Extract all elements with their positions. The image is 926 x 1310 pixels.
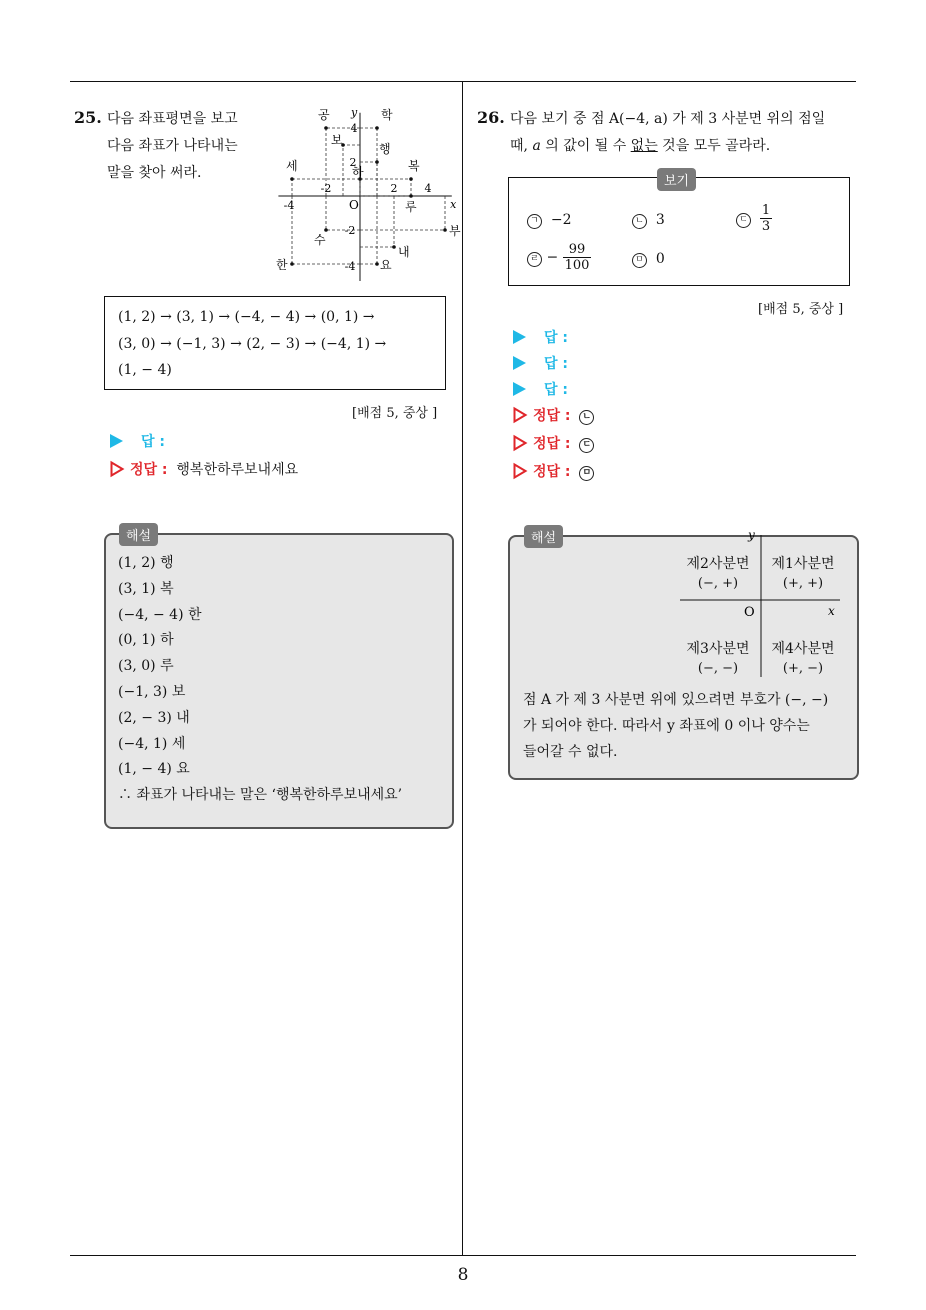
q26-text-line: 다음 보기 중 점 A(−4, a) 가 제 3 사분면 위의 점일 [510,111,826,127]
q25-sequence-line: (3, 0) → (−1, 3) → (2, − 3) → (−4, 1) → [118,335,387,352]
q25-explain-tag: 해설 [119,523,158,546]
y-tick-label: 2 [349,156,357,169]
q26-text-line [510,133,860,160]
correct-mark: ㄷ [579,438,594,453]
q26-number: 26. [477,108,505,127]
q26-text-part: 것을 모두 골라라. [657,138,771,154]
origin-label: O [349,198,359,212]
q25-explanation-box [104,533,454,829]
q26-correct-row [513,405,594,425]
correct-label: 정답 : [533,408,571,424]
x-tick-label: 2 [390,182,398,195]
point-label: 하 [352,165,364,179]
q25-explain-line: (0, 1) 하 [118,632,174,649]
point-label: 루 [405,200,417,214]
option-sign: − [546,249,559,266]
circled-mark: ㄷ [736,213,751,228]
page-number: 8 [457,1265,469,1285]
point-marker [324,228,328,232]
q25-explain-line: (3, 0) 루 [118,658,174,675]
q25-explain-line: ∴ 좌표가 나타내는 말은 ‘행복한하루보내세요’ [118,787,403,804]
circled-mark: ㄴ [632,214,647,229]
bottom-rule [70,1255,856,1256]
q25-number: 25. [74,108,102,127]
point-label: 내 [398,245,410,259]
play-triangle-icon [110,434,123,448]
quadrant-sign: (−, +) [697,576,739,591]
q25-sequence-line: (1, 2) → (3, 1) → (−4, − 4) → (0, 1) → [118,309,375,325]
fraction-denominator: 100 [564,258,590,273]
q26-options-tag: 보기 [657,168,696,191]
q26-explain-tag: 해설 [524,525,563,548]
axis-y-label: y [748,528,755,542]
q25-score: [배점 5, 중상 ] [352,406,438,421]
q25-text-line: 다음 좌표가 나타내는 [107,138,238,154]
circled-mark: ㅁ [632,253,647,268]
answer-label: 답 : [544,356,568,372]
point-label: 수 [314,233,326,247]
q25-explain-line: (−4, − 4) 한 [118,606,202,623]
point-label: 부 [449,224,461,238]
quadrant-4-label [767,639,839,679]
q26-text-part: 의 값이 될 수 [540,138,631,154]
correct-mark: ㄴ [579,410,594,425]
y-tick-label: -2 [344,224,356,237]
point-marker [443,228,447,232]
answer-label: 답 : [544,382,568,398]
circled-mark: ㄱ [527,214,542,229]
x-tick-label: 4 [424,182,432,195]
correct-label: 정답 : [130,462,168,478]
point-marker [375,126,379,130]
q26-correct-row [513,461,594,481]
q25-answer-row [110,431,165,451]
point-marker [392,245,396,249]
q25-explain-line: (−4, 1) 세 [118,735,186,752]
origin-label: O [744,605,755,620]
q26-score: [배점 5, 중상 ] [758,302,844,317]
q26-option-4 [527,242,591,273]
option-value: 3 [655,212,665,228]
point-label: 요 [380,258,392,272]
option-fraction [563,242,592,273]
q26-text [510,106,860,160]
q26-answer-row [513,353,568,373]
q26-explanation-box [508,528,859,780]
option-value: −2 [550,212,572,228]
q25-explain-line: (1, − 4) 요 [118,761,190,778]
x-tick-label: -4 [283,199,295,212]
q25-text-line: 다음 좌표평면을 보고 [107,111,238,127]
y-tick-label: -4 [344,260,356,273]
point-label: 행 [379,142,391,156]
point-label: 보 [331,133,343,147]
answer-label: 답 : [141,434,165,450]
point-label: 세 [286,159,298,173]
top-rule [70,81,856,82]
q25-sequence-line: (1, − 4) [118,362,172,378]
axis-x-label: x [450,198,457,211]
q26-correct-row [513,433,594,453]
q26-underlined-word: 없는 [630,138,658,154]
quadrant-name: 제4사분면 [771,641,835,657]
point-label: 공 [318,108,330,122]
quadrant-name: 제3사분면 [686,641,750,657]
correct-mark: ㅁ [579,466,594,481]
outline-triangle-icon [513,435,527,451]
option-fraction [760,203,772,234]
quadrant-3-label [682,639,754,679]
q25-text-line: 말을 찾아 써라. [107,165,202,181]
outline-triangle-icon [513,407,527,423]
q25-explain-line: (1, 2) 행 [118,555,174,571]
axis-y-label: y [351,106,358,120]
point-marker [290,177,294,181]
fraction-denominator: 3 [761,219,771,234]
point-marker [324,126,328,130]
q25-coordinate-graph [276,106,461,288]
q25-correct-value: 행복한하루보내세요 [176,462,299,478]
fraction-numerator: 1 [761,203,771,218]
point-label: 한 [276,258,288,272]
q26-option-3 [736,203,772,234]
y-tick-label: 4 [350,122,358,135]
q25-correct-row [110,459,298,479]
play-triangle-icon [513,330,526,344]
q25-explain-line: (−1, 3) 보 [118,683,186,700]
fraction-numerator: 99 [563,242,592,258]
point-marker [409,177,413,181]
q26-answer-row [513,327,568,347]
outline-triangle-icon [110,461,124,477]
q26-variable: a [532,138,541,154]
play-triangle-icon [513,382,526,396]
q26-option-5 [632,251,665,268]
play-triangle-icon [513,356,526,370]
q26-option-1 [527,212,572,229]
option-value: 0 [655,251,665,267]
point-marker [290,262,294,266]
column-divider [462,81,463,1255]
quadrant-sign: (−, −) [697,661,739,676]
axis-x-label: x [828,604,835,618]
point-marker [375,262,379,266]
quadrant-sign: (+, −) [782,661,824,676]
q26-explain-line: 가 되어야 한다. 따라서 y 좌표에 0 이나 양수는 [523,718,810,734]
quadrant-name: 제2사분면 [686,556,750,572]
answer-label: 답 : [544,330,568,346]
q26-explain-line: 들어갈 수 없다. [523,744,618,760]
correct-label: 정답 : [533,436,571,452]
quadrant-1-label [767,554,839,594]
q26-text-part: 때, [510,138,533,154]
q25-text [107,106,238,187]
q25-sequence-box [104,296,446,390]
point-label: 복 [408,159,420,173]
point-marker [409,194,413,198]
q26-option-2 [632,212,665,229]
quadrant-sign: (+, +) [782,576,824,591]
quadrant-2-label [682,554,754,594]
quadrant-name: 제1사분면 [771,556,835,572]
x-tick-label: -2 [320,182,332,195]
q25-explain-line: (2, − 3) 내 [118,709,190,726]
point-label: 학 [381,108,393,122]
outline-triangle-icon [513,463,527,479]
point-marker [375,160,379,164]
q26-explain-text [523,687,828,765]
q25-explain-line: (3, 1) 복 [118,580,174,597]
q26-answer-row [513,379,568,399]
correct-label: 정답 : [533,464,571,480]
q26-explain-line: 점 A 가 제 3 사분면 위에 있으려면 부호가 (−, −) [523,692,829,708]
circled-mark: ㄹ [527,252,542,267]
